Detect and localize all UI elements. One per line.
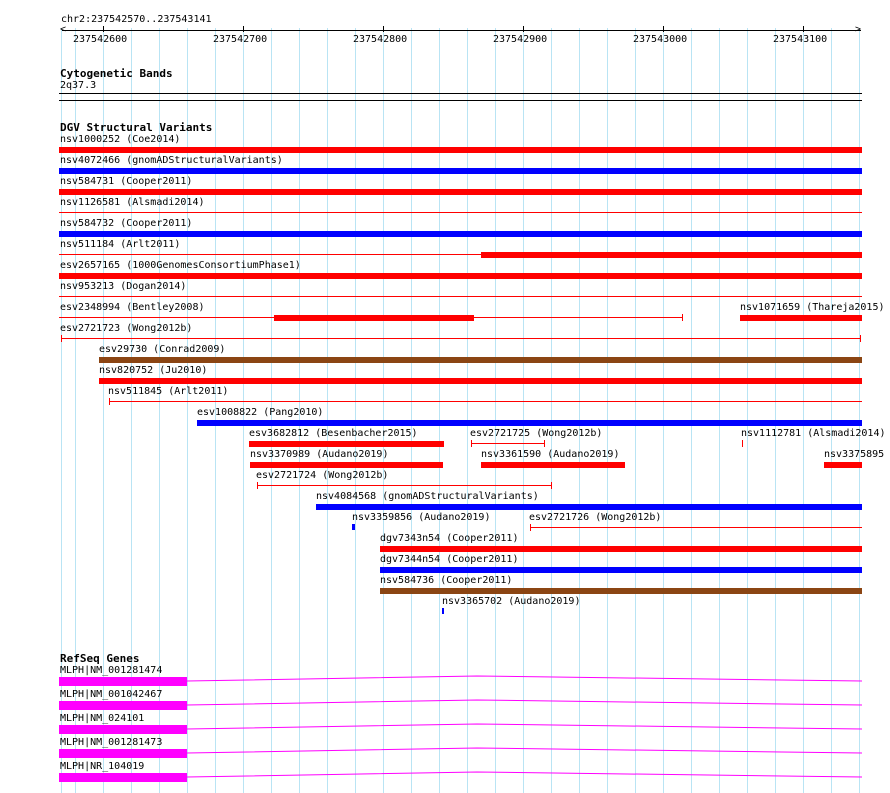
cytoband-label: 2q37.3 — [60, 80, 97, 91]
refseq-track-title[interactable]: RefSeq Genes — [60, 652, 140, 665]
variant-label: nsv4072466 (gnomADStructuralVariants) — [60, 155, 283, 166]
variant-cap — [61, 335, 62, 342]
ruler-tick — [243, 26, 244, 32]
ruler-tick-label: 237542700 — [213, 34, 268, 45]
variant-bar[interactable] — [442, 608, 444, 614]
region-label: chr2:237542570..237543141 — [61, 14, 212, 25]
variant-cap — [682, 314, 683, 321]
variant-line[interactable] — [59, 296, 862, 297]
ruler-arrow-right: > — [855, 24, 862, 35]
variant-bar[interactable] — [59, 231, 862, 237]
variant-bar[interactable] — [740, 315, 862, 321]
variant-label: nsv820752 (Ju2010) — [99, 365, 208, 376]
variant-bar[interactable] — [249, 441, 444, 447]
ruler-tick — [383, 26, 384, 32]
cytoband-line — [59, 93, 862, 94]
variant-label: nsv4084568 (gnomADStructuralVariants) — [316, 491, 539, 502]
variant-label: nsv584736 (Cooper2011) — [380, 575, 513, 586]
variant-label: nsv511845 (Arlt2011) — [108, 386, 229, 397]
gene-exon[interactable] — [59, 749, 187, 758]
variant-label: nsv511184 (Arlt2011) — [60, 239, 181, 250]
variant-label: esv2721725 (Wong2012b) — [470, 428, 603, 439]
variant-line[interactable] — [109, 401, 862, 402]
ruler-arrow-left: < — [60, 24, 67, 35]
variant-label: nsv953213 (Dogan2014) — [60, 281, 187, 292]
variant-bar[interactable] — [352, 524, 355, 530]
gene-intron[interactable] — [187, 746, 862, 760]
gene-exon[interactable] — [59, 773, 187, 782]
ruler-tick-label: 237543100 — [773, 34, 828, 45]
variant-label: esv2721726 (Wong2012b) — [529, 512, 662, 523]
variant-bar[interactable] — [250, 462, 443, 468]
variant-label: esv2721724 (Wong2012b) — [256, 470, 389, 481]
gene-intron[interactable] — [187, 770, 862, 784]
gene-exon[interactable] — [59, 701, 187, 710]
variant-label: nsv1000252 (Coe2014) — [60, 134, 181, 145]
gene-label: MLPH|NM_001281474 — [60, 665, 163, 676]
variant-cap[interactable] — [742, 440, 743, 447]
dgv-track-title[interactable]: DGV Structural Variants — [60, 121, 213, 134]
variant-label: nsv1126581 (Alsmadi2014) — [60, 197, 205, 208]
ruler-tick — [523, 26, 524, 32]
variant-label: nsv584732 (Cooper2011) — [60, 218, 193, 229]
ruler-tick-label: 237543000 — [633, 34, 688, 45]
variant-label: esv2657165 (1000GenomesConsortiumPhase1) — [60, 260, 301, 271]
variant-bar[interactable] — [481, 462, 625, 468]
variant-bar[interactable] — [59, 168, 862, 174]
variant-label: esv2721723 (Wong2012b) — [60, 323, 193, 334]
gene-label: MLPH|NR_104019 — [60, 761, 145, 772]
variant-bar[interactable] — [99, 357, 862, 363]
gene-exon[interactable] — [59, 725, 187, 734]
variant-label: esv2348994 (Bentley2008) — [60, 302, 205, 313]
variant-line[interactable] — [471, 443, 545, 444]
variant-bar[interactable] — [59, 189, 862, 195]
ruler-tick — [803, 26, 804, 32]
variant-cap — [109, 398, 110, 405]
ruler-tick-label: 237542600 — [73, 34, 128, 45]
gene-intron[interactable] — [187, 722, 862, 736]
variant-line[interactable] — [61, 338, 861, 339]
cytoband-line — [59, 100, 862, 101]
variant-label: nsv3370989 (Audano2019) — [250, 449, 389, 460]
variant-cap — [530, 524, 531, 531]
variant-bar[interactable] — [380, 546, 862, 552]
variant-bar[interactable] — [59, 273, 862, 279]
variant-label: dgv7344n54 (Cooper2011) — [380, 554, 519, 565]
variant-label: esv1008822 (Pang2010) — [197, 407, 324, 418]
variant-label: nsv1112781 (Alsmadi2014) — [741, 428, 886, 439]
gene-exon[interactable] — [59, 677, 187, 686]
variant-label: dgv7343n54 (Cooper2011) — [380, 533, 519, 544]
gene-label: MLPH|NM_024101 — [60, 713, 145, 724]
variant-label: esv29730 (Conrad2009) — [99, 344, 226, 355]
ruler-tick — [103, 26, 104, 32]
gene-intron[interactable] — [187, 698, 862, 712]
variant-bar[interactable] — [481, 252, 862, 258]
ruler-tick — [663, 26, 664, 32]
variant-bar[interactable] — [274, 315, 474, 321]
variant-cap — [551, 482, 552, 489]
variant-line[interactable] — [59, 212, 862, 213]
cytoband-track-title[interactable]: Cytogenetic Bands — [60, 67, 173, 80]
variant-cap — [471, 440, 472, 447]
variant-label: nsv1071659 (Thareja2015) — [740, 302, 885, 313]
gene-label: MLPH|NM_001281473 — [60, 737, 163, 748]
variant-line[interactable] — [530, 527, 862, 528]
variant-bar[interactable] — [380, 588, 862, 594]
variant-bar[interactable] — [380, 567, 862, 573]
ruler-tick-label: 237542900 — [493, 34, 548, 45]
variant-line[interactable] — [257, 485, 552, 486]
ruler-tick-label: 237542800 — [353, 34, 408, 45]
variant-label: nsv3365702 (Audano2019) — [442, 596, 581, 607]
variant-bar[interactable] — [197, 420, 862, 426]
gene-label: MLPH|NM_001042467 — [60, 689, 163, 700]
variant-cap — [860, 335, 861, 342]
variant-bar[interactable] — [99, 378, 862, 384]
variant-label: nsv3375895 — [824, 449, 885, 460]
variant-label: nsv3361590 (Audano2019) — [481, 449, 620, 460]
variant-cap — [257, 482, 258, 489]
gene-intron[interactable] — [187, 674, 862, 688]
variant-bar[interactable] — [824, 462, 862, 468]
variant-cap — [544, 440, 545, 447]
variant-label: esv3682812 (Besenbacher2015) — [249, 428, 418, 439]
variant-label: nsv584731 (Cooper2011) — [60, 176, 193, 187]
variant-label: nsv3359856 (Audano2019) — [352, 512, 491, 523]
variant-bar[interactable] — [316, 504, 862, 510]
variant-bar[interactable] — [59, 147, 862, 153]
ruler-line — [62, 30, 861, 31]
